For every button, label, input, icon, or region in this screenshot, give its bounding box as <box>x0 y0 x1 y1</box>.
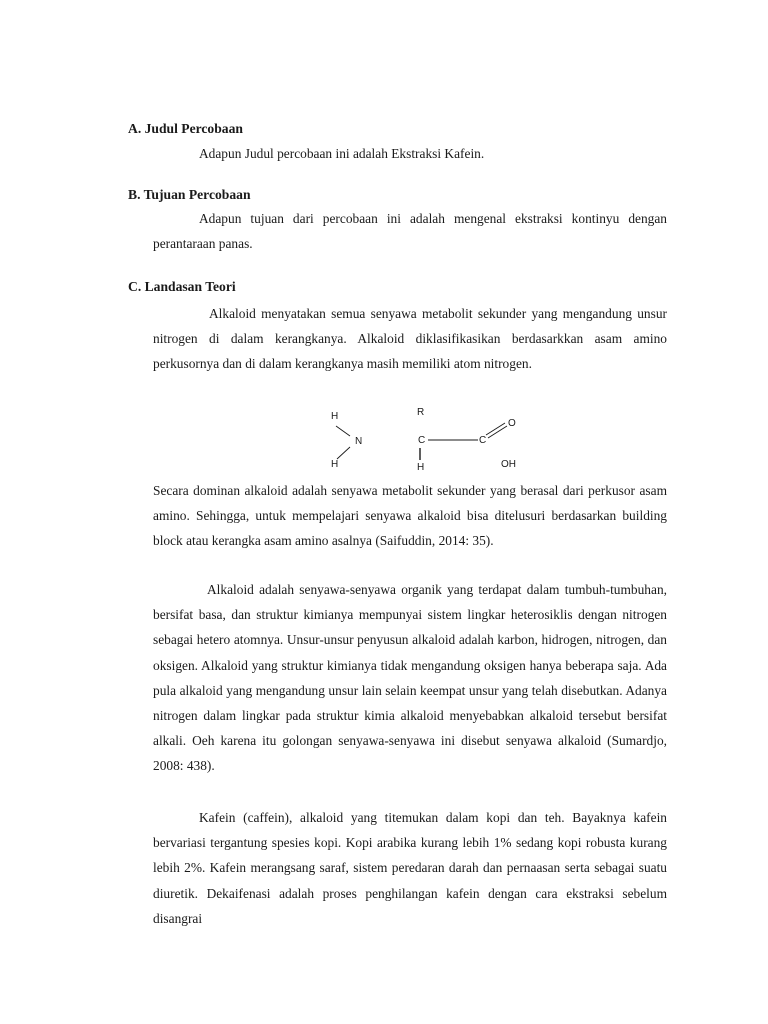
section-a-text: Adapun Judul percobaan ini adalah Ekstraksi Kafein. <box>199 146 485 161</box>
atom-h-alpha: H <box>417 462 425 473</box>
atom-r: R <box>417 407 425 418</box>
bond-h-n-bottom <box>337 447 350 459</box>
atom-c-alpha: C <box>418 435 426 446</box>
section-c-paragraph-1: Alkaloid menyatakan semua senyawa metabolit sekunder yang mengandung unsur nitrogen di dalam kerangkanya. Alkaloid diklasifikasikan berdasarkkan asam amino perkusornya dan di dalam kerangkanya masih memiliki atom nitrogen. <box>153 306 667 372</box>
section-c-paragraph-3: Alkaloid adalah senyawa-senyawa organik yang terdapat dalam tumbuh-tumbuhan, bersifat basa, dan struktur kimianya mempunyai sistem lingkar heterosiklis dengan nitrogen sebagai hetero atomnya. Unsur-unsur penyusun alkaloid adalah karbon, hidrogen, nitrogen, dan oksigen. Alkaloid yang struktur kimianya tidak mengandung oksigen hanya beberapa saja. Ada pula alkaloid yang mengandung unsur lain selain keempat unsur yang telah disebutkan. Adanya nitrogen dalam lingkar pada struktur kimia alkaloid menyebabkan alkaloid tersebut bersifat alkali. Oeh karena itu golongan senyawa-senyawa ini disebut senyawa alkaloid (Sumardjo, 2008: 438). <box>153 582 667 774</box>
section-c-paragraph-4: Kafein (caffein), alkaloid yang titemukan dalam kopi dan teh. Bayaknya kafein bervariasi tergantung spesies kopi. Kopi arabika kurang lebih 1% sedang kopi robusta kurang lebih 2%. Kafein merangsang saraf, sistem peredaran darah dan pernaasan serta sebagai suatu diuretik. Dekaifenasi adalah proses penghilangan kafein dengan cara ekstraksi sebelum disangrai <box>153 810 667 926</box>
amino-acid-structure <box>300 398 540 478</box>
atom-n: N <box>355 436 363 447</box>
section-c-paragraph-2: Secara dominan alkaloid adalah senyawa metabolit sekunder yang berasal dari perkusor asam amino. Sehingga, untuk mempelajari senyawa alkaloid bisa ditelusuri berdasarkan building block atau kerangka asam amino asalnya (Saifuddin, 2014: 35). <box>153 483 667 549</box>
section-a-heading: A. Judul Percobaan <box>128 121 243 136</box>
atom-h-top: H <box>331 411 339 422</box>
amino-acid-structure-diagram <box>300 398 540 478</box>
section-b-text: Adapun tujuan dari percobaan ini adalah mengenal ekstraksi kontinyu dengan perantaraan panas. <box>153 211 667 252</box>
atom-oh: OH <box>501 459 516 470</box>
atom-h-bottom: H <box>331 459 339 470</box>
atom-o: O <box>508 418 516 429</box>
section-c-heading: C. Landasan Teori <box>128 279 236 294</box>
atom-c-carbonyl: C <box>479 435 487 446</box>
bond-h-n-top <box>336 426 350 436</box>
section-b-heading: B. Tujuan Percobaan <box>128 187 251 202</box>
